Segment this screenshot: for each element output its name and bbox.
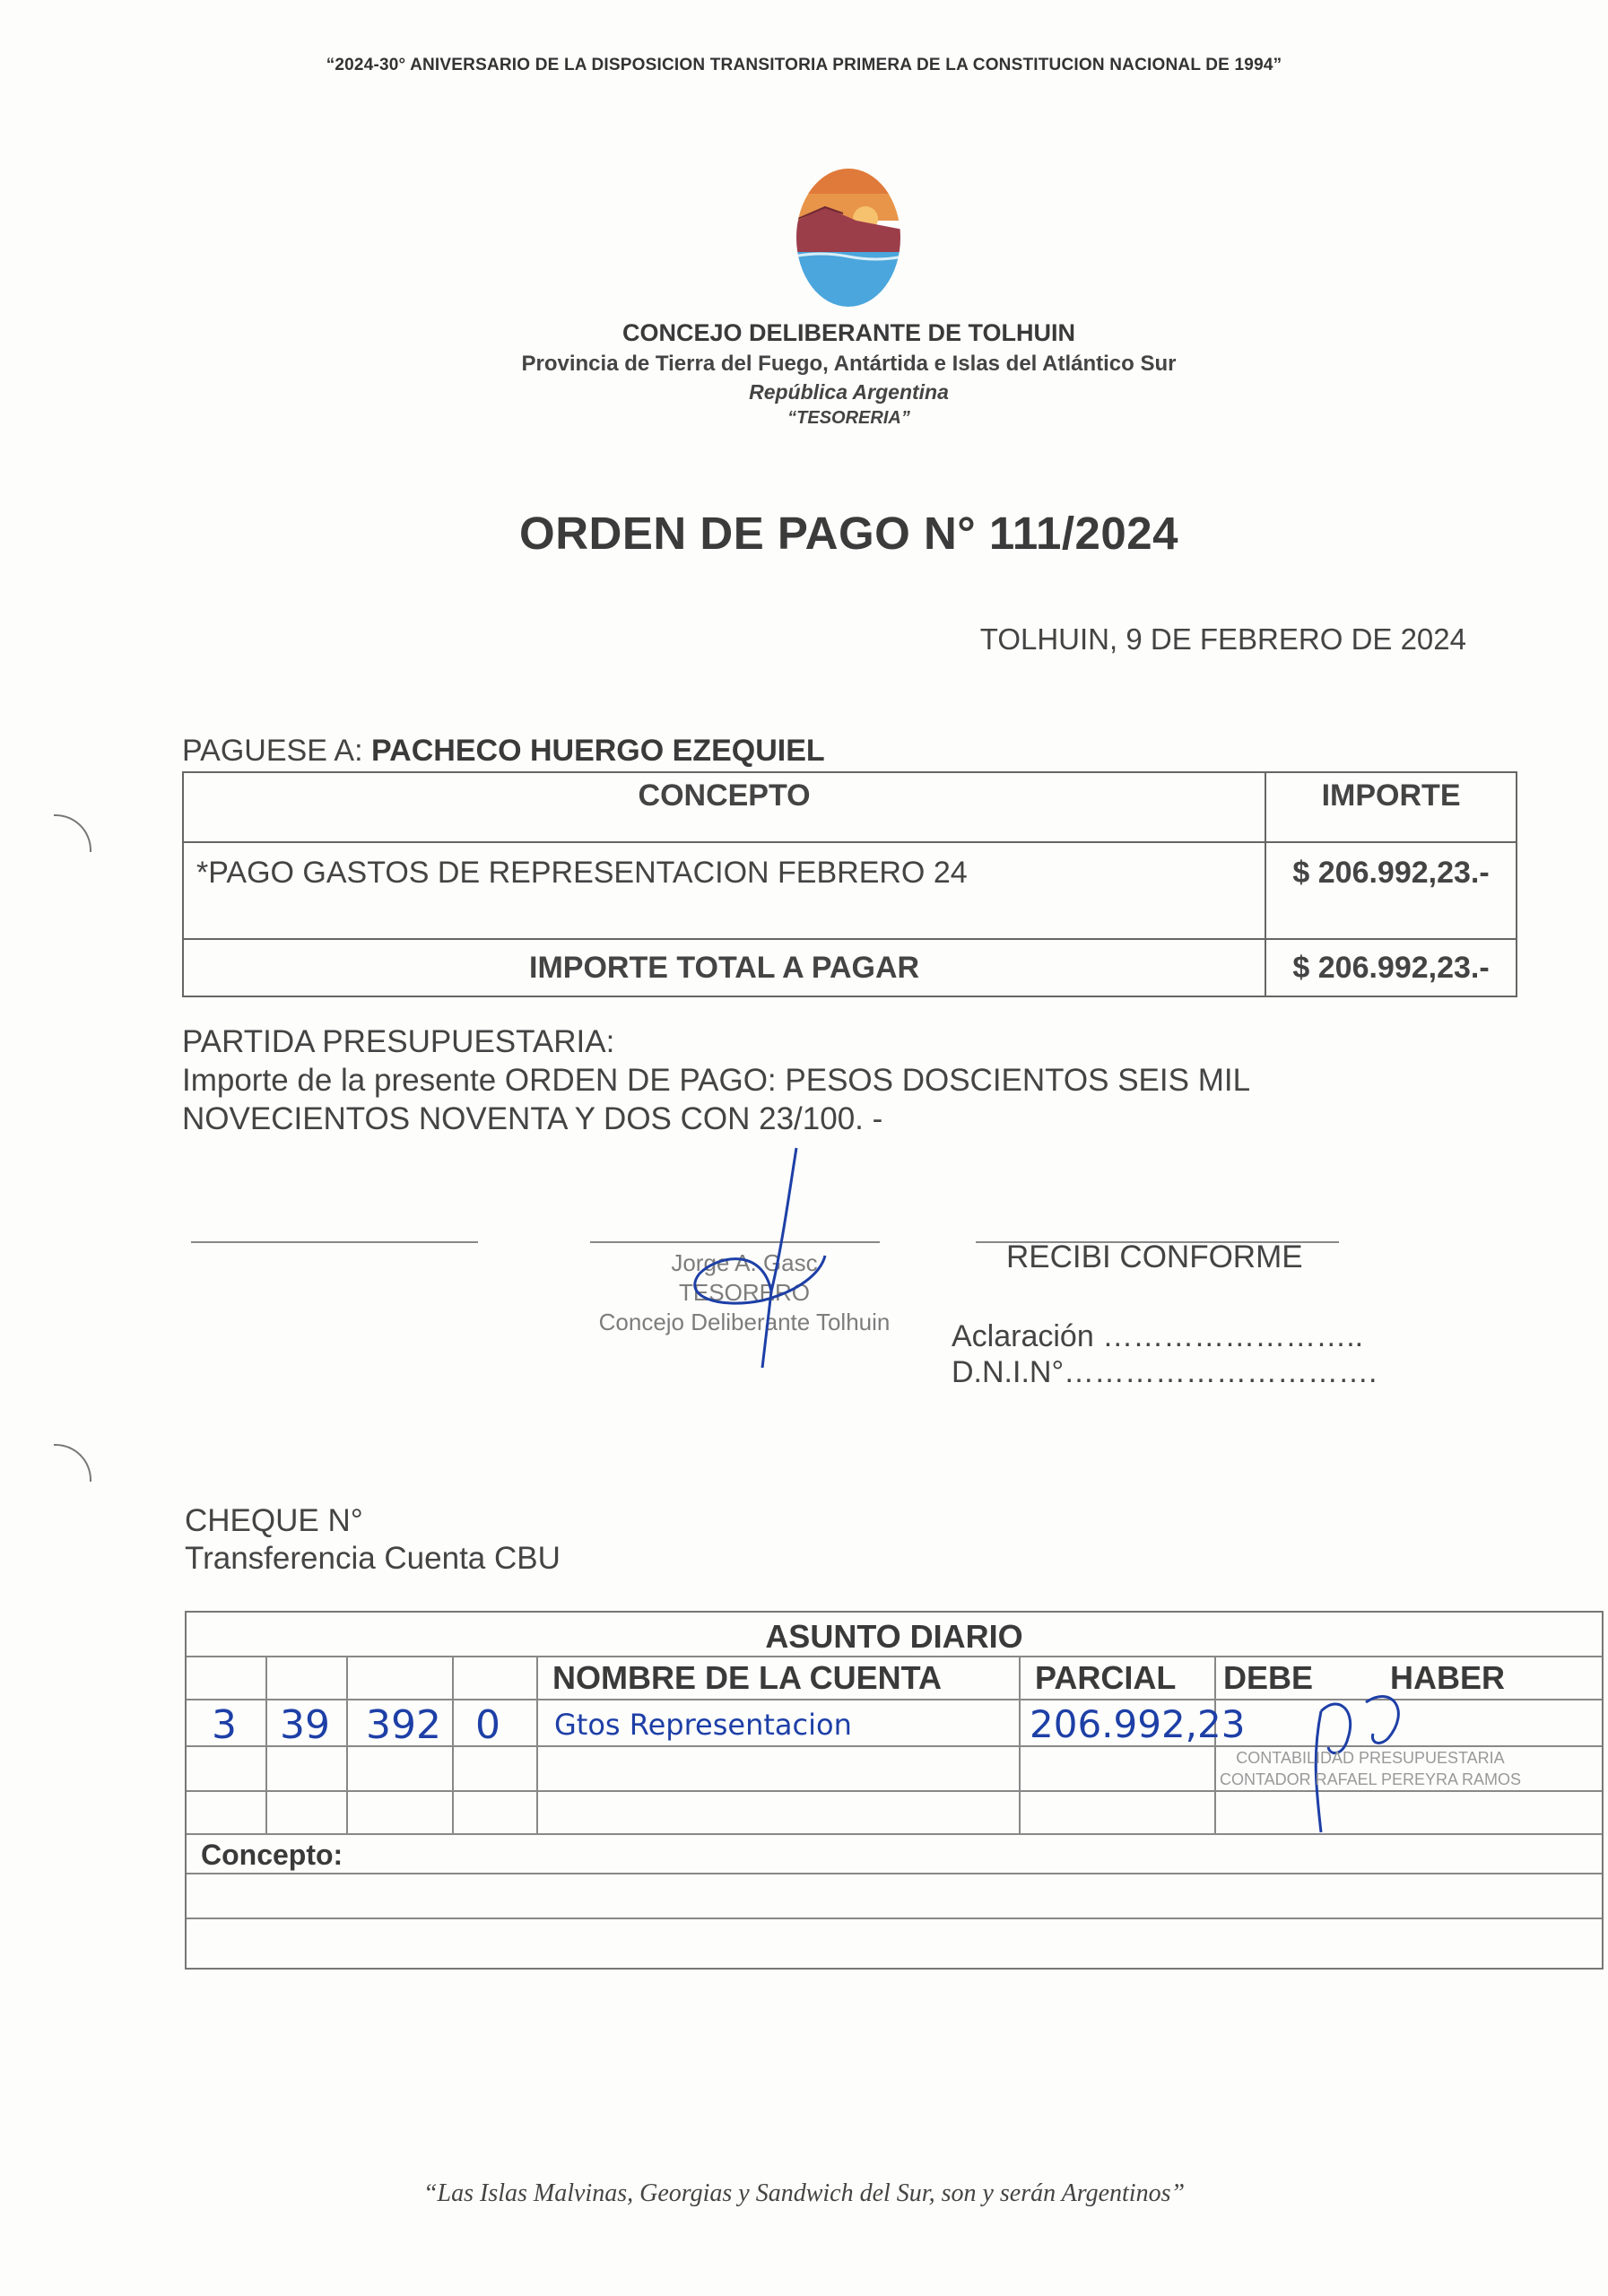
table-row [183,842,1517,939]
partida-line1: Importe de la presente ORDEN DE PAGO: PESOS DOSCIENTOS SEIS MIL [182,1063,1251,1098]
department: “TESORERIA” [787,408,910,428]
handwritten-code-1: 3 [212,1702,237,1748]
asunto-diario-table [185,1611,1604,1970]
dni-field: D.N.I.N°…………………………. [952,1355,1378,1389]
contabilidad-stamp [1218,1747,1523,1790]
province: Provincia de Tierra del Fuego, Antártida e Islas del Atlántico Sur [521,352,1177,376]
cheque-label: CHEQUE N° [185,1503,363,1538]
recibi-conforme: RECIBI CONFORME [1006,1239,1303,1274]
table-total-row [183,939,1517,996]
handwritten-account-name: Gtos Representacion [554,1708,852,1742]
concejo-logo [794,167,903,309]
stamp-org: Concejo Deliberante Tolhuin [598,1309,891,1335]
table-header-row [183,772,1517,842]
payee-label: PAGUESE A: [182,734,363,768]
treasurer-signature [664,1139,843,1372]
transfer-label: Transferencia Cuenta CBU [185,1541,561,1576]
org-name: CONCEJO DELIBERANTE DE TOLHUIN [621,319,1076,346]
diario-title: ASUNTO DIARIO [765,1618,1023,1655]
row-importe: $ 206.992,23.- [1265,842,1517,939]
stamp-name: Jorge A. Gasc [671,1249,818,1276]
contabilidad-stamp-line2: CONTADOR RAFAEL PEREYRA RAMOS [1219,1770,1522,1788]
concepto-label: Concepto: [201,1839,343,1871]
header-debe: DEBE [1223,1659,1314,1696]
document-date: TOLHUIN, 9 DE FEBRERO DE 2024 [979,622,1466,656]
binder-hole-mark [54,814,91,852]
stamp-role: TESORERO [679,1279,810,1306]
aclaracion-field: Aclaración …………………….. [952,1319,1364,1353]
partida-label: PARTIDA PRESUPUESTARIA: [182,1024,615,1059]
header-concepto: CONCEPTO [183,772,1265,842]
row-concepto: *PAGO GASTOS DE REPRESENTACION FEBRERO 24 [183,842,1265,939]
payee-name: PACHECO HUERGO EZEQUIEL [371,734,825,768]
motto-header: “2024-30° ANIVERSARIO DE LA DISPOSICION TRANSITORIA PRIMERA DE LA CONSTITUCION NACIONAL DE 1994” [326,56,1282,74]
handwritten-code-3: 392 [366,1702,441,1748]
header-parcial: PARCIAL [1035,1659,1177,1696]
payment-table [182,771,1517,997]
document-title: ORDEN DE PAGO N° 111/2024 [519,508,1178,559]
partida-block [182,1022,1250,1138]
header-haber: HABER [1390,1659,1506,1696]
footer-motto: “Las Islas Malvinas, Georgias y Sandwich del Sur, son y serán Argentinos” [422,2179,1186,2207]
partida-line2: NOVECIENTOS NOVENTA Y DOS CON 23/100. - [182,1101,883,1136]
header-importe: IMPORTE [1265,772,1517,842]
payee-line [182,734,825,769]
signature-line-left [191,1241,478,1243]
binder-hole-mark [54,1444,91,1482]
contabilidad-stamp-line1: CONTABILIDAD PRESUPUESTARIA [1236,1749,1505,1767]
handwritten-code-2: 39 [280,1702,330,1748]
receiver-fields [952,1318,1378,1390]
total-value: $ 206.992,23.- [1265,939,1517,996]
handwritten-code-4: 0 [475,1702,500,1748]
header-nombre-cuenta: NOMBRE DE LA CUENTA [552,1659,942,1696]
handwritten-parcial: 206.992,23 [1030,1702,1246,1746]
total-label: IMPORTE TOTAL A PAGAR [183,939,1265,996]
country: República Argentina [749,380,949,404]
payment-method [185,1502,561,1578]
